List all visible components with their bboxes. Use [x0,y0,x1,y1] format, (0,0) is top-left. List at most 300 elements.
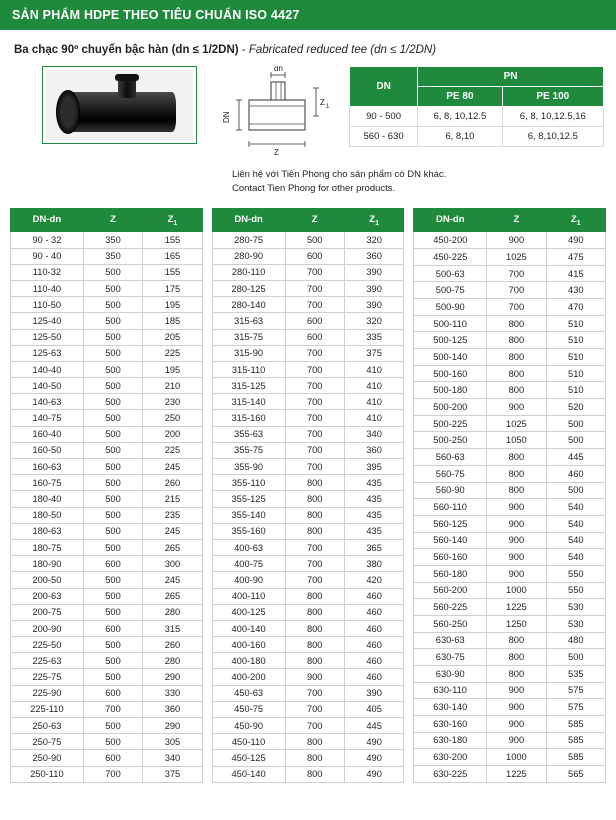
table-row [414,282,606,299]
cell-z1: 360 [344,442,403,458]
cell-z: 900 [487,532,546,549]
header-title: SẢN PHẨM HDPE THEO TIÊU CHUẨN ISO 4427 [12,8,300,22]
cell-z1: 225 [143,442,202,458]
cell-dn-dn: 450-110 [212,734,285,750]
cell-z: 500 [83,491,142,507]
pipe-branch-collar-shape [115,74,139,81]
dim-header-dn-dn: DN-dn [11,208,84,232]
table-row [11,232,203,248]
table-row [414,382,606,399]
cell-z1: 330 [143,685,202,701]
table-row [11,264,203,280]
cell-z1: 390 [344,280,403,296]
cell-dn-dn: 560-160 [414,549,487,566]
cell-z1: 245 [143,572,202,588]
cell-z: 800 [487,465,546,482]
table-row [414,249,606,266]
cell-z1: 410 [344,378,403,394]
cell-z: 1000 [487,582,546,599]
cell-z: 500 [83,475,142,491]
cell-z: 500 [83,426,142,442]
cell-z: 900 [285,669,344,685]
cell-z1: 500 [546,482,605,499]
cell-dn-dn: 630-63 [414,632,487,649]
cell-z: 500 [83,329,142,345]
cell-z: 500 [285,232,344,248]
dim-table-1-body [11,232,203,782]
table-row [11,280,203,296]
cell-z: 700 [285,280,344,296]
cell-z1: 585 [546,749,605,766]
cell-z: 500 [83,313,142,329]
table-row [414,349,606,366]
product-photo [42,66,197,144]
cell-z1: 315 [143,620,202,636]
cell-z: 900 [487,499,546,516]
cell-z: 700 [285,410,344,426]
cell-z: 500 [83,669,142,685]
cell-z: 700 [83,766,142,782]
cell-dn-dn: 90 - 40 [11,248,84,264]
table-row [414,515,606,532]
table-row [212,264,404,280]
table-row [212,410,404,426]
cell-z: 800 [285,475,344,491]
table-row [11,523,203,539]
cell-dn-dn: 400-160 [212,637,285,653]
table-row [414,365,606,382]
table-row [11,248,203,264]
cell-z1: 460 [546,465,605,482]
cell-z1: 510 [546,349,605,366]
table-row [212,442,404,458]
cell-dn-dn: 125-63 [11,345,84,361]
cell-dn-dn: 500-125 [414,332,487,349]
cell-z1: 550 [546,565,605,582]
cell-z: 600 [285,248,344,264]
cell-z: 500 [83,442,142,458]
table-row [11,297,203,313]
table-row [212,620,404,636]
cell-dn-dn: 250-110 [11,766,84,782]
table-row [212,475,404,491]
spec-header-pn: PN [418,67,604,87]
cell-z1: 205 [143,329,202,345]
cell-z1: 410 [344,361,403,377]
table-row [11,669,203,685]
table-row [11,361,203,377]
table-row [212,394,404,410]
cell-z1: 460 [344,637,403,653]
dimension-tables [0,204,616,783]
table-row [414,499,606,516]
table-row [212,491,404,507]
product-title-en: Fabricated reduced tee (dn ≤ 1/2DN) [248,44,437,56]
dim-header-dn-dn: DN-dn [414,208,487,232]
table-row [414,549,606,566]
cell-z: 800 [487,449,546,466]
cell-z: 1225 [487,599,546,616]
table-row [414,599,606,616]
cell-z: 700 [487,299,546,316]
table-row [11,491,203,507]
table-row [11,329,203,345]
label-Z1: Z [320,98,325,107]
table-row [11,604,203,620]
table-row [11,507,203,523]
cell-z1: 375 [344,345,403,361]
cell-z1: 460 [344,604,403,620]
cell-z1: 280 [143,604,202,620]
cell-z: 700 [285,361,344,377]
cell-dn-dn: 630-110 [414,682,487,699]
cell-dn-dn: 450-90 [212,718,285,734]
cell-dn-dn: 500-110 [414,315,487,332]
cell-z1: 245 [143,459,202,475]
spec-cell-dn: 90 - 500 [350,107,418,127]
cell-dn-dn: 500-160 [414,365,487,382]
cell-dn-dn: 225-75 [11,669,84,685]
cell-dn-dn: 355-125 [212,491,285,507]
cell-z: 800 [285,588,344,604]
dimension-table-3 [413,208,606,783]
cell-z: 900 [487,399,546,416]
cell-z1: 460 [344,588,403,604]
cell-dn-dn: 110-40 [11,280,84,296]
pn-spec-table [349,66,604,147]
contact-note-vn: Liên hệ với Tiền Phong cho sản phẩm có DN khác. [232,169,447,180]
cell-dn-dn: 560-250 [414,615,487,632]
cell-dn-dn: 140-40 [11,361,84,377]
cell-dn-dn: 140-63 [11,394,84,410]
cell-z1: 200 [143,426,202,442]
cell-dn-dn: 140-50 [11,378,84,394]
table-row [414,332,606,349]
table-row [212,604,404,620]
cell-dn-dn: 355-63 [212,426,285,442]
table-row [414,715,606,732]
cell-dn-dn: 160-75 [11,475,84,491]
cell-dn-dn: 560-140 [414,532,487,549]
cell-dn-dn: 630-200 [414,749,487,766]
cell-z1: 405 [344,701,403,717]
cell-z: 700 [285,394,344,410]
cell-z: 500 [83,394,142,410]
cell-z1: 415 [546,265,605,282]
table-row [11,539,203,555]
table-row [414,732,606,749]
cell-z1: 460 [344,620,403,636]
table-row [11,766,203,782]
table-row [11,750,203,766]
cell-dn-dn: 140-75 [11,410,84,426]
spec-cell-dn: 560 - 630 [350,127,418,147]
cell-z: 700 [285,556,344,572]
label-dn: dn [274,66,283,73]
cell-z: 500 [83,459,142,475]
cell-z: 500 [83,588,142,604]
table-row [350,127,604,147]
table-row [11,426,203,442]
cell-dn-dn: 280-75 [212,232,285,248]
cell-z1: 390 [344,264,403,280]
cell-dn-dn: 400-200 [212,669,285,685]
cell-z: 600 [83,750,142,766]
table-row [11,313,203,329]
top-section [0,66,616,158]
cell-z: 500 [83,297,142,313]
cell-z: 1025 [487,249,546,266]
cell-z: 500 [83,734,142,750]
cell-z1: 320 [344,313,403,329]
table-row [212,361,404,377]
cell-dn-dn: 355-140 [212,507,285,523]
table-row [212,637,404,653]
cell-z: 700 [487,282,546,299]
table-row [212,718,404,734]
cell-z1: 340 [344,426,403,442]
cell-z: 800 [285,491,344,507]
cell-z: 800 [487,365,546,382]
cell-z: 900 [487,715,546,732]
cell-dn-dn: 315-160 [212,410,285,426]
cell-dn-dn: 500-75 [414,282,487,299]
cell-z1: 410 [344,410,403,426]
cell-z1: 460 [344,669,403,685]
cell-dn-dn: 315-140 [212,394,285,410]
cell-dn-dn: 250-75 [11,734,84,750]
cell-dn-dn: 315-125 [212,378,285,394]
label-Z: Z [274,148,279,157]
dim-header-row [11,208,203,232]
cell-z1: 215 [143,491,202,507]
cell-dn-dn: 400-180 [212,653,285,669]
product-title [0,30,616,66]
table-row [414,432,606,449]
cell-z: 600 [83,685,142,701]
cell-z: 500 [83,523,142,539]
cell-z: 1050 [487,432,546,449]
spec-header-pe80: PE 80 [418,87,502,107]
cell-z1: 475 [546,249,605,266]
technical-drawing [221,66,331,158]
cell-dn-dn: 225-90 [11,685,84,701]
table-row [11,394,203,410]
cell-z1: 510 [546,365,605,382]
cell-z1: 195 [143,361,202,377]
cell-z1: 380 [344,556,403,572]
cell-z1: 435 [344,523,403,539]
pipe-body-shape [64,92,176,132]
dim-table-3-body [414,232,606,782]
cell-z: 1000 [487,749,546,766]
cell-z1: 540 [546,515,605,532]
cell-z: 600 [83,620,142,636]
cell-z: 500 [83,410,142,426]
dimension-table-1 [10,208,203,783]
cell-z: 800 [285,523,344,539]
table-row [11,475,203,491]
cell-z1: 500 [546,415,605,432]
table-row [11,378,203,394]
cell-dn-dn: 180-90 [11,556,84,572]
cell-dn-dn: 280-90 [212,248,285,264]
table-row [414,582,606,599]
table-row [11,345,203,361]
cell-z: 500 [83,718,142,734]
cell-z1: 195 [143,297,202,313]
table-row [414,682,606,699]
cell-z: 500 [83,280,142,296]
cell-z: 350 [83,248,142,264]
cell-z1: 290 [143,669,202,685]
cell-z1: 265 [143,539,202,555]
label-Z1-sub: 1 [326,104,330,110]
cell-dn-dn: 180-75 [11,539,84,555]
cell-dn-dn: 450-63 [212,685,285,701]
cell-dn-dn: 560-63 [414,449,487,466]
table-row [212,539,404,555]
cell-z: 700 [285,378,344,394]
cell-dn-dn: 250-63 [11,718,84,734]
cell-z1: 185 [143,313,202,329]
cell-z1: 320 [344,232,403,248]
table-row [11,701,203,717]
cell-z: 800 [487,649,546,666]
pipe-bore-shape [61,96,75,128]
spec-header-row-1 [350,67,604,87]
cell-z: 500 [83,361,142,377]
cell-z1: 300 [143,556,202,572]
cell-z: 500 [83,637,142,653]
cell-z1: 510 [546,315,605,332]
table-row [414,232,606,249]
cell-dn-dn: 560-180 [414,565,487,582]
cell-dn-dn: 180-40 [11,491,84,507]
cell-dn-dn: 225-50 [11,637,84,653]
dim-header-z1: $Z_1$ [344,208,403,232]
table-row [212,572,404,588]
cell-z1: 360 [344,248,403,264]
cell-z1: 245 [143,523,202,539]
label-DN: DN [222,111,231,123]
dim-header-z1: $Z_1$ [546,208,605,232]
cell-dn-dn: 315-75 [212,329,285,345]
table-row [414,449,606,466]
table-row [414,482,606,499]
cell-dn-dn: 450-75 [212,701,285,717]
cell-dn-dn: 355-90 [212,459,285,475]
cell-dn-dn: 560-200 [414,582,487,599]
cell-z: 800 [285,637,344,653]
table-row [212,313,404,329]
cell-z1: 390 [344,685,403,701]
table-row [414,265,606,282]
cell-z1: 340 [143,750,202,766]
cell-z1: 290 [143,718,202,734]
cell-dn-dn: 630-140 [414,699,487,716]
product-title-vn: Ba chạc 90º chuyển bậc hàn (dn ≤ 1/2DN) [14,44,239,56]
spec-header-pe100: PE 100 [502,87,603,107]
cell-dn-dn: 315-110 [212,361,285,377]
cell-z1: 155 [143,264,202,280]
cell-z: 500 [83,345,142,361]
cell-dn-dn: 110-32 [11,264,84,280]
dimension-table-2 [212,208,405,783]
cell-z: 900 [487,682,546,699]
cell-z1: 445 [344,718,403,734]
cell-dn-dn: 250-90 [11,750,84,766]
cell-z: 700 [285,685,344,701]
cell-dn-dn: 400-110 [212,588,285,604]
table-row [11,572,203,588]
table-row [414,399,606,416]
contact-note-en: Contact Tien Phong for other products. [232,182,396,194]
cell-dn-dn: 630-180 [414,732,487,749]
table-row [212,669,404,685]
table-row [212,750,404,766]
cell-z: 600 [285,329,344,345]
cell-dn-dn: 400-75 [212,556,285,572]
cell-z1: 230 [143,394,202,410]
cell-z1: 470 [546,299,605,316]
cell-z: 500 [83,653,142,669]
spec-header-dn: DN [350,67,418,107]
cell-dn-dn: 200-63 [11,588,84,604]
cell-dn-dn: 125-50 [11,329,84,345]
cell-dn-dn: 500-90 [414,299,487,316]
cell-dn-dn: 225-110 [11,701,84,717]
cell-dn-dn: 450-140 [212,766,285,782]
table-row [212,378,404,394]
cell-z: 700 [285,442,344,458]
cell-z: 350 [83,232,142,248]
dim-header-dn-dn: DN-dn [212,208,285,232]
table-row [414,632,606,649]
cell-z1: 420 [344,572,403,588]
cell-z1: 480 [546,632,605,649]
cell-z: 800 [487,349,546,366]
title-separator: - [238,44,249,56]
cell-z1: 445 [546,449,605,466]
cell-z1: 305 [143,734,202,750]
cell-z1: 260 [143,475,202,491]
table-row [212,685,404,701]
table-row [11,637,203,653]
table-row [212,766,404,782]
cell-z: 1025 [487,415,546,432]
cell-z: 700 [285,426,344,442]
cell-z1: 250 [143,410,202,426]
cell-dn-dn: 280-140 [212,297,285,313]
table-row [414,665,606,682]
cell-z: 500 [83,264,142,280]
cell-dn-dn: 90 - 32 [11,232,84,248]
contact-note [0,158,616,204]
cell-z1: 540 [546,549,605,566]
cell-dn-dn: 500-200 [414,399,487,416]
cell-z: 700 [285,539,344,555]
spec-cell-pe80: 6, 8,10 [418,127,502,147]
cell-z: 800 [487,382,546,399]
table-row [11,734,203,750]
cell-z1: 490 [344,750,403,766]
cell-dn-dn: 500-250 [414,432,487,449]
cell-dn-dn: 180-63 [11,523,84,539]
cell-z: 700 [285,572,344,588]
table-row [212,523,404,539]
cell-z: 700 [285,345,344,361]
